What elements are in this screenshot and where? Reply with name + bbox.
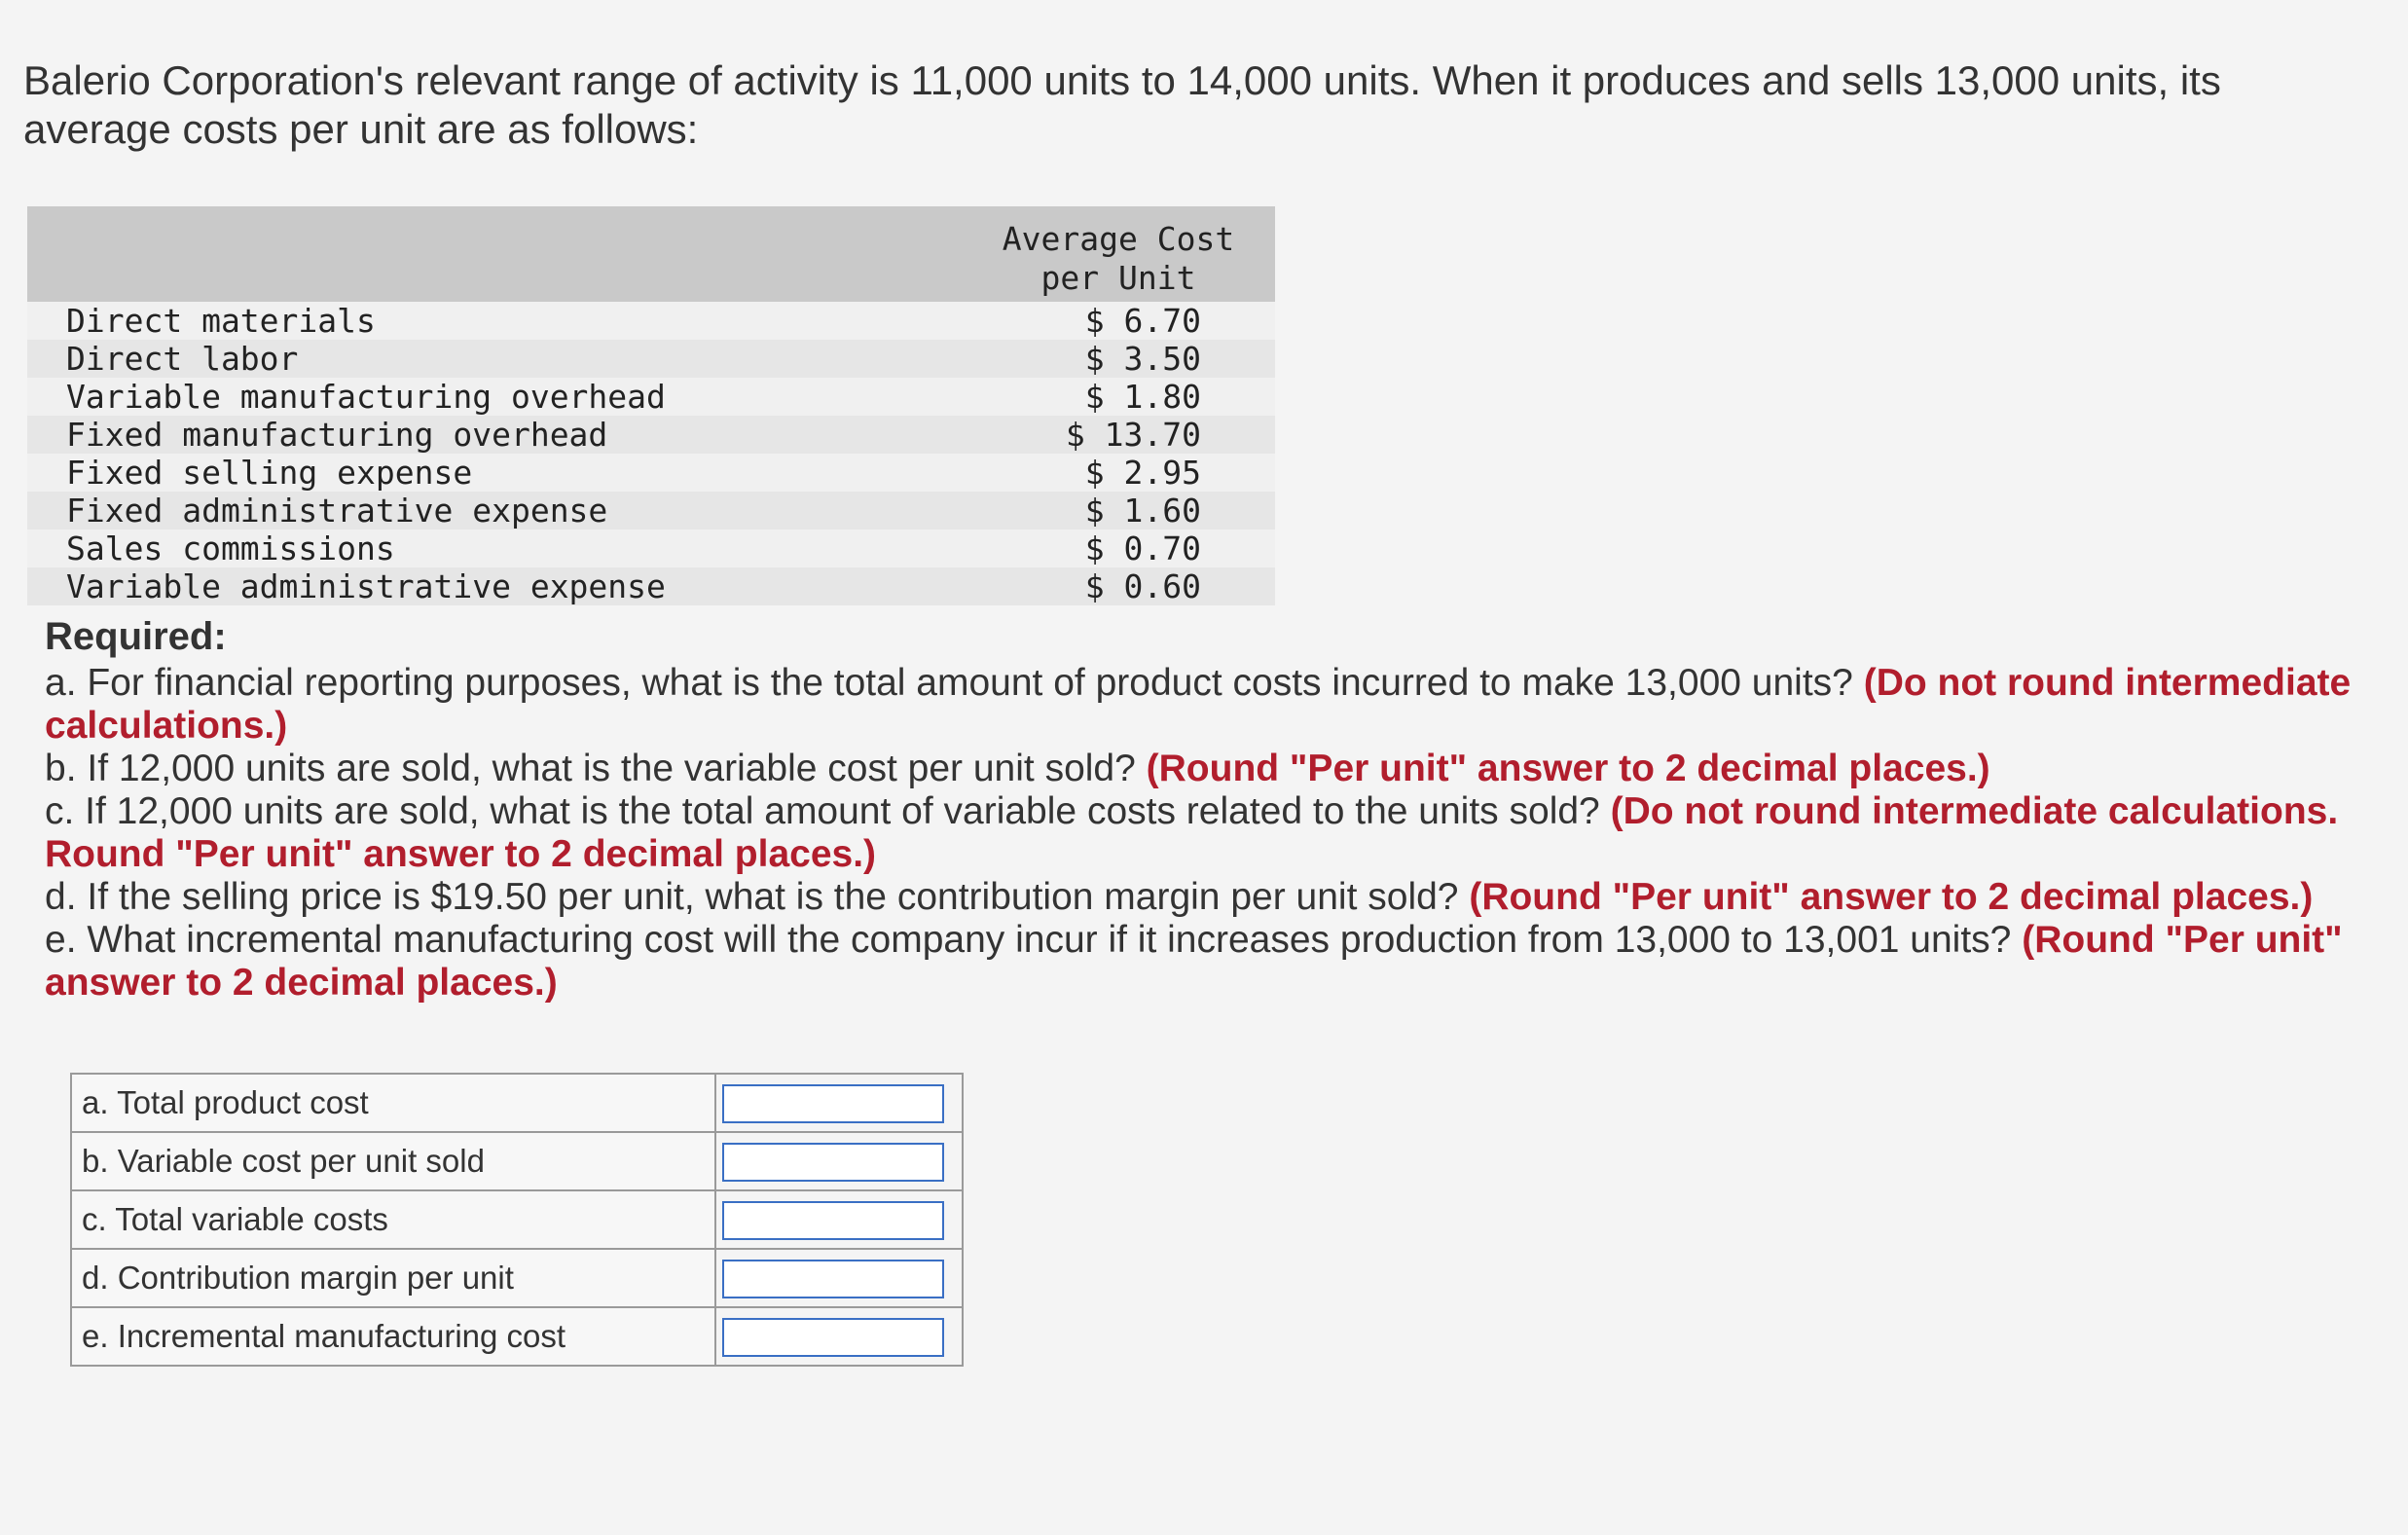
- contribution-margin-input[interactable]: [722, 1260, 944, 1298]
- cost-amount: $ 2.95: [962, 454, 1275, 492]
- answer-label-total-variable-costs: c. Total variable costs: [71, 1190, 715, 1249]
- question-instruction: (Round "Per unit" answer to 2 decimal places.): [45, 919, 2343, 1004]
- cost-amount: $ 0.70: [962, 530, 1275, 567]
- cost-amount: $ 1.60: [962, 492, 1275, 530]
- question-instruction: (Do not round intermediate calculations.): [45, 662, 2352, 747]
- cost-amount: $ 13.70: [962, 416, 1275, 454]
- answer-row: [71, 1307, 963, 1366]
- question-instruction: (Round "Per unit" answer to 2 decimal places.): [1146, 748, 1990, 789]
- table-row: [27, 454, 1275, 492]
- cost-label: Fixed administrative expense: [27, 492, 962, 530]
- table-row: [27, 530, 1275, 567]
- answer-row: [71, 1249, 963, 1307]
- required-section: [45, 615, 2381, 1005]
- cost-label: Fixed manufacturing overhead: [27, 416, 962, 454]
- cost-label: Variable manufacturing overhead: [27, 378, 962, 416]
- question-c: [45, 790, 2381, 876]
- cost-label: Direct labor: [27, 340, 962, 378]
- question-text: b. If 12,000 units are sold, what is the variable cost per unit sold?: [45, 748, 1136, 789]
- answer-label-contribution-margin: d. Contribution margin per unit: [71, 1249, 715, 1307]
- cost-label: Direct materials: [27, 302, 962, 340]
- answer-table: [70, 1073, 964, 1367]
- cost-table-header-row: [27, 206, 1275, 302]
- question-a: [45, 662, 2381, 748]
- cost-amount: $ 0.60: [962, 567, 1275, 605]
- table-row: [27, 302, 1275, 340]
- table-row: [27, 340, 1275, 378]
- table-row: [27, 567, 1275, 605]
- answer-label-incremental-cost: e. Incremental manufacturing cost: [71, 1307, 715, 1366]
- answer-label-variable-cost-per-unit: b. Variable cost per unit sold: [71, 1132, 715, 1190]
- answer-label-total-product-cost: a. Total product cost: [71, 1074, 715, 1132]
- table-row: [27, 492, 1275, 530]
- table-row: [27, 416, 1275, 454]
- question-text: c. If 12,000 units are sold, what is the total amount of variable costs related to the units sold?: [45, 790, 1600, 832]
- question-text: a. For financial reporting purposes, what is the total amount of product costs incurred to make 13,000 units?: [45, 662, 1853, 704]
- question-b: [45, 748, 2381, 790]
- cost-label: Fixed selling expense: [27, 454, 962, 492]
- problem-intro: Balerio Corporation's relevant range of activity is 11,000 units to 14,000 units. When it produces and sells 13,000 units, its average costs per unit are as follows:: [23, 57, 2221, 152]
- total-variable-costs-input[interactable]: [722, 1201, 944, 1240]
- cost-amount: $ 1.80: [962, 378, 1275, 416]
- question-e: [45, 919, 2381, 1005]
- question-instruction: (Do not round intermediate calculations. Round "Per unit" answer to 2 decimal places.): [45, 790, 2339, 875]
- answer-row: [71, 1074, 963, 1132]
- cost-table-label-header: [27, 206, 962, 302]
- total-product-cost-input[interactable]: [722, 1084, 944, 1123]
- cost-per-unit-table: [27, 206, 1275, 605]
- answer-row: [71, 1132, 963, 1190]
- required-heading: Required:: [45, 615, 227, 658]
- question-text: d. If the selling price is $19.50 per unit, what is the contribution margin per unit sold?: [45, 876, 1459, 918]
- question-instruction: (Round "Per unit" answer to 2 decimal places.): [1469, 876, 2314, 918]
- variable-cost-per-unit-input[interactable]: [722, 1143, 944, 1182]
- incremental-cost-input[interactable]: [722, 1318, 944, 1357]
- cost-amount: $ 3.50: [962, 340, 1275, 378]
- cost-amount: $ 6.70: [962, 302, 1275, 340]
- cost-table-amount-header: Average Cost per Unit: [962, 206, 1275, 302]
- table-row: [27, 378, 1275, 416]
- question-d: [45, 876, 2381, 919]
- cost-label: Variable administrative expense: [27, 567, 962, 605]
- cost-label: Sales commissions: [27, 530, 962, 567]
- answer-row: [71, 1190, 963, 1249]
- question-text: e. What incremental manufacturing cost will the company incur if it increases production from 13,000 to 13,001 units?: [45, 919, 2012, 961]
